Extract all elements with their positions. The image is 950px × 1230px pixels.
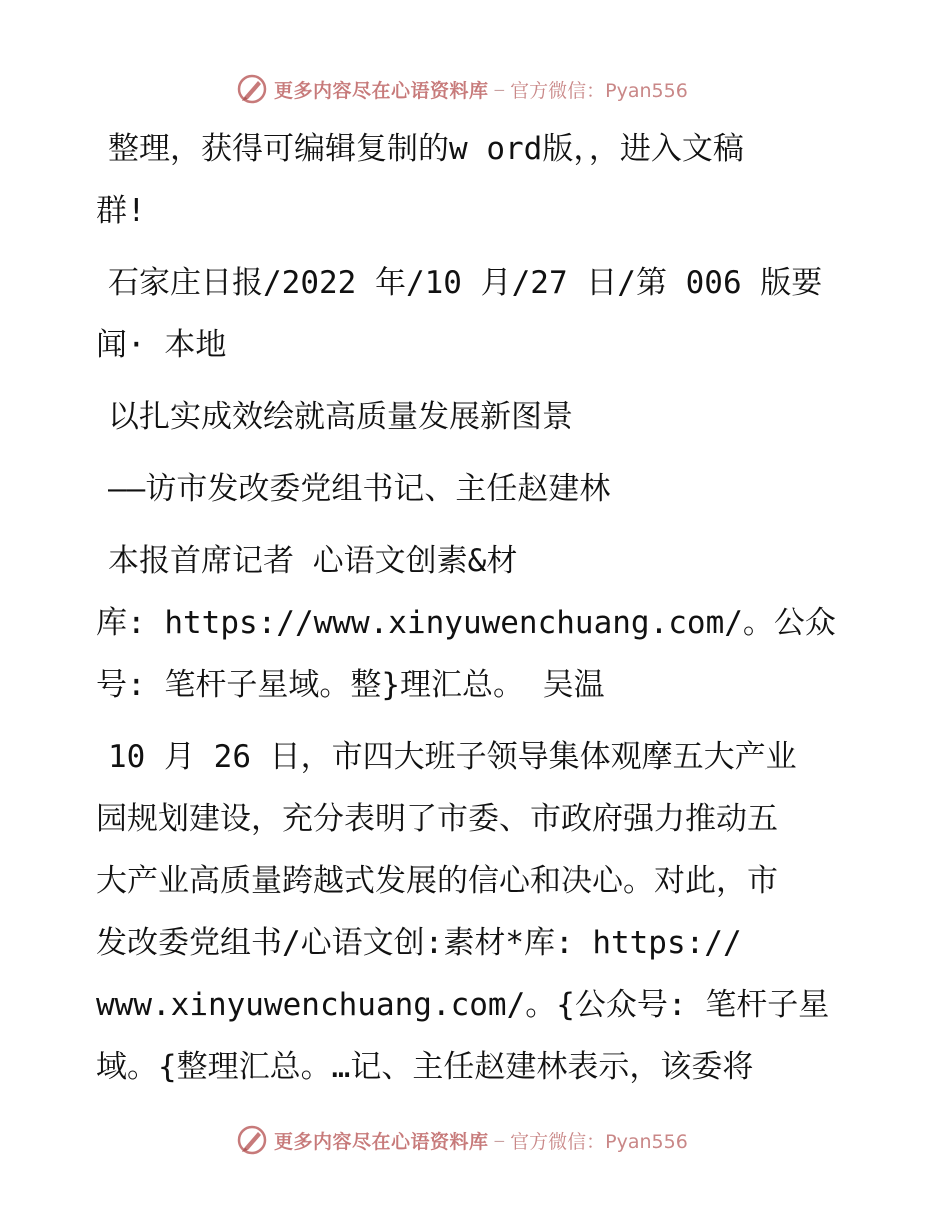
watermark-dash: — [494, 79, 505, 99]
text-line: 园规划建设，充分表明了市委、市政府强力推动五 [96, 801, 778, 837]
watermark-header [236, 72, 688, 106]
watermark-dash: — [494, 1130, 505, 1150]
text-line: 以扎实成效绘就高质量发展新图景 [108, 399, 573, 435]
quill-pen-icon [236, 73, 268, 105]
text-line: 库: https://www.xinyuwenchuang.com/。公众 [96, 605, 836, 641]
paragraph-source [96, 252, 856, 376]
watermark-text: 更多内容尽在心语资料库 [274, 79, 489, 102]
text-line: 石家庄日报/2022 年/10 月/27 日/第 006 版要 [108, 265, 823, 301]
watermark-wechat: 官方微信：Pyan556 [510, 79, 688, 102]
text-line: www.xinyuwenchuang.com/。{公众号: 笔杆子星 [96, 987, 830, 1023]
paragraph-intro [96, 118, 856, 242]
article-title [96, 386, 856, 448]
paragraph-byline [96, 530, 856, 716]
text-line: 群! [96, 193, 146, 229]
watermark-footer [236, 1123, 688, 1157]
text-line: ——访市发改委党组书记、主任赵建林 [108, 471, 611, 507]
text-line: 发改委党组书/心语文创:素材*库: https:// [96, 925, 742, 961]
document-body [96, 118, 856, 1108]
article-subtitle [96, 458, 856, 520]
watermark-text: 更多内容尽在心语资料库 [274, 1130, 489, 1153]
paragraph-body [96, 726, 856, 1098]
text-line: 本报首席记者 心语文创素&材 [108, 543, 518, 579]
text-line: 整理，获得可编辑复制的w ord版，，进入文稿 [108, 131, 744, 167]
text-line: 闻· 本地 [96, 327, 227, 363]
text-line: 10 月 26 日，市四大班子领导集体观摩五大产业 [108, 739, 797, 775]
quill-pen-icon [236, 1124, 268, 1156]
watermark-wechat: 官方微信：Pyan556 [510, 1130, 688, 1153]
text-line: 号: 笔杆子星域。整}理汇总。 吴温 [96, 667, 605, 703]
text-line: 域。{整理汇总。…记、主任赵建林表示，该委将 [96, 1049, 754, 1085]
text-line: 大产业高质量跨越式发展的信心和决心。对此，市 [96, 863, 778, 899]
